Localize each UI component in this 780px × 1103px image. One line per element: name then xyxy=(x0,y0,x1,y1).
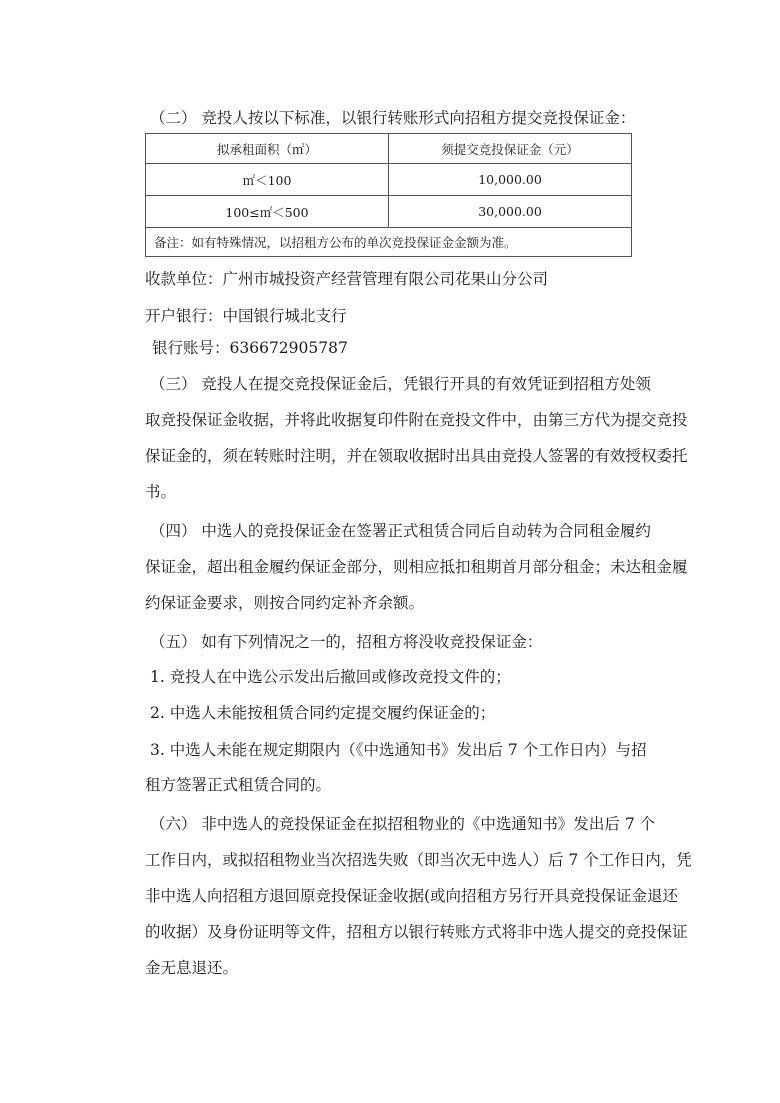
section5-item-continued: 租方签署正式租赁合同的。 xyxy=(145,776,332,794)
table-note-row xyxy=(146,228,632,257)
section3-line: 取竞投保证金收据，并将此收据复印件附在竞投文件中，由第三方代为提交竞投 xyxy=(145,411,688,429)
section4-line: 保证金，超出租金履约保证金部分，则相应抵扣租期首月部分租金；未达租金履 xyxy=(145,558,688,576)
section3-line: 保证金的，须在转账时注明，并在领取收据时出具由竞投人签署的有效授权委托 xyxy=(145,447,688,465)
account-line: 银行账号：636672905787 xyxy=(152,339,348,357)
section2-heading: （二） 竞投人按以下标准，以银行转账形式向招租方提交竞投保证金： xyxy=(150,109,636,127)
section4-line: （四） 中选人的竞投保证金在签署正式租赁合同后自动转为合同租金履约 xyxy=(150,522,651,540)
section5-item: 2. 中选人未能按租赁合同约定提交履约保证金的； xyxy=(150,704,496,722)
table-header-row xyxy=(146,134,632,164)
section3-line: 书。 xyxy=(145,483,177,501)
table-note: 备注：如有特殊情况，以招租方公布的单次竞投保证金金额为准。 xyxy=(146,228,632,257)
bank-line: 开户银行：中国银行城北支行 xyxy=(145,307,347,325)
table-cell: 100≤㎡＜500 xyxy=(146,196,389,228)
table-row xyxy=(146,164,632,196)
table-cell: 30,000.00 xyxy=(389,196,632,228)
section4-line: 约保证金要求，则按合同约定补齐余额。 xyxy=(145,594,425,612)
table-cell: 10,000.00 xyxy=(389,164,632,196)
section6-line: 非中选人向招租方退回原竞投保证金收据(或向招租方另行开具竞投保证金退还 xyxy=(145,887,679,905)
section5-item: 3. 中选人未能在规定期限内（《中选通知书》发出后 7 个工作日内）与招 xyxy=(150,741,647,759)
section6-line: （六） 非中选人的竞投保证金在拟招租物业的《中选通知书》发出后 7 个 xyxy=(150,815,656,833)
section3-line: （三） 竞投人在提交竞投保证金后，凭银行开具的有效凭证到招租方处领 xyxy=(150,375,651,393)
table-header: 拟承租面积（㎡） xyxy=(146,134,389,164)
table-row xyxy=(146,196,632,228)
section6-line: 金无息退还。 xyxy=(145,959,239,977)
bond-table xyxy=(145,133,632,257)
table-header: 须提交竞投保证金（元） xyxy=(389,134,632,164)
section5-item: 1. 竞投人在中选公示发出后撤回或修改竞投文件的； xyxy=(150,668,511,686)
section5-heading: （五） 如有下列情况之一的，招租方将没收竞投保证金： xyxy=(150,633,543,651)
section6-line: 工作日内，或拟招租物业当次招选失败（即当次无中选人）后 7 个工作日内，凭 xyxy=(145,851,692,869)
section6-line: 的收据）及身份证明等文件，招租方以银行转账方式将非中选人提交的竞投保证 xyxy=(145,923,688,941)
table-cell: ㎡＜100 xyxy=(146,164,389,196)
payee-line: 收款单位：广州市城投资产经营管理有限公司花果山分公司 xyxy=(145,270,549,288)
